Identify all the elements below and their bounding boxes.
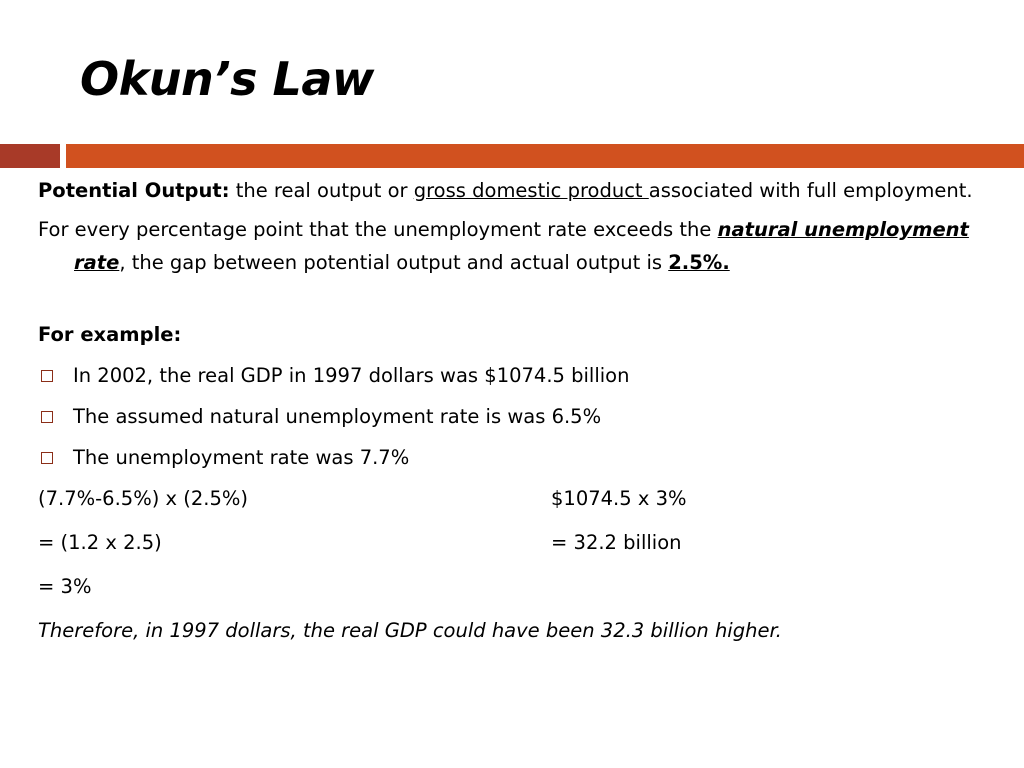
potential-output-text-1: the real output or [229,179,414,202]
calc-row [38,570,998,606]
bullet-item [38,441,998,474]
calc-row [38,526,998,562]
calc-right: $1074.5 x 3% [551,487,687,510]
accent-bar-right [66,144,1024,168]
potential-output-term: Potential Output: [38,179,230,202]
bullet-text: In 2002, the real GDP in 1997 dollars was $1074.5 billion [73,364,630,387]
slide-title: Okun’s Law [80,52,374,106]
slide-body [38,174,998,647]
rule-value: 2.5%. [668,251,730,274]
example-heading: For example: [38,323,182,346]
rule-text-2: , the gap between potential output and actual output is [119,251,669,274]
conclusion-text: Therefore, in 1997 dollars, the real GDP could have been 32.3 billion higher. [38,619,782,642]
gdp-link[interactable]: gross domestic product [413,179,649,202]
calc-left: = 3% [38,575,92,598]
calc-left: = (1.2 x 2.5) [38,531,162,554]
checkbox-bullet-icon [41,452,53,464]
rule-text-1: For every percentage point that the unemployment rate exceeds the [38,218,718,241]
rule-paragraph [38,213,998,279]
potential-output-paragraph [38,174,998,207]
checkbox-bullet-icon [41,370,53,382]
potential-output-text-2: associated with full employment. [648,179,973,202]
natural-rate-term: natural unemployment rate [74,218,969,274]
calc-row [38,482,998,518]
bullet-item [38,359,998,392]
bullet-text: The assumed natural unemployment rate is was 6.5% [73,405,602,428]
calc-left: (7.7%-6.5%) x (2.5%) [38,487,249,510]
bullet-item [38,400,998,433]
checkbox-bullet-icon [41,411,53,423]
calc-right: = 32.2 billion [551,531,682,554]
bullet-text: The unemployment rate was 7.7% [73,446,410,469]
accent-bar-left [0,144,60,168]
